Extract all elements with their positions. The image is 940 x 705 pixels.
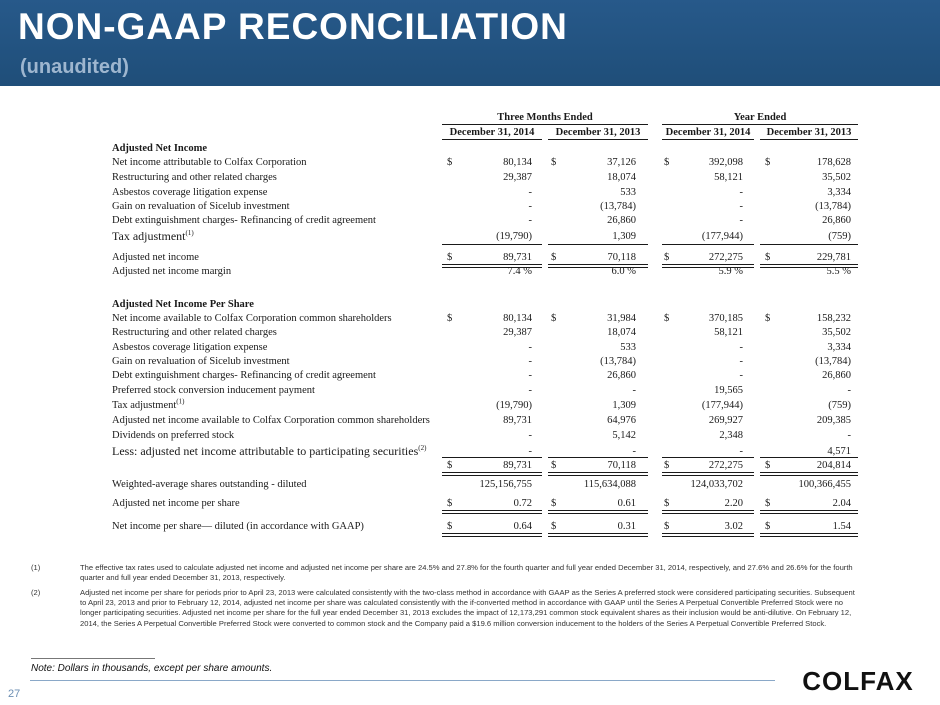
cell-value: 18,074 xyxy=(607,172,636,183)
cell-value: 1.54 xyxy=(832,521,851,532)
cell-value: - xyxy=(632,385,636,396)
cell-value: 31,984 xyxy=(607,313,636,324)
currency-symbol: $ xyxy=(551,157,557,168)
row-label xyxy=(112,200,290,213)
row-label-text: Less: adjusted net income attributable to participating securities xyxy=(112,444,419,458)
cell-value: 1,309 xyxy=(612,400,636,411)
cell-value: (13,784) xyxy=(600,356,636,367)
row-label-text: Tax adjustment xyxy=(112,229,186,243)
cell-value: 26,860 xyxy=(607,215,636,226)
header-rule xyxy=(548,139,648,140)
row-label xyxy=(112,384,315,397)
cell-value: - xyxy=(847,385,851,396)
cell-value: 115,634,088 xyxy=(583,479,636,490)
cell-value: 89,731 xyxy=(503,415,532,426)
row-label-text: Asbestos coverage litigation expense xyxy=(112,342,268,353)
cell-value: 0.64 xyxy=(513,521,532,532)
cell-value: 64,976 xyxy=(607,415,636,426)
cell-value: (177,944) xyxy=(701,231,743,242)
footnote-text: Adjusted net income per share for periods prior to April 23, 2013 were calculated consistently with the two-class method in accordance with GAAP as the Series A preferred stock were considered participating securities. Subsequent to April 23, 2013 and prior to February 12, 2014, adjusted net income per share was calculated consistently with the if-converted method in accordance with GAAP until the Series A Perpetual Convertible Preferred Stock were no longer participating securities. Adjusted net income per share for the full year ended December 31, 2013 excludes the impact of 12,173,291 common stock equivalent shares as their inclusion would be anti-dilutive. On February 12, 2014, the Series A Perpetual Convertible Preferred Stock were converted to common stock and the Company paid a $19.6 million conversion inducement to the holders of the Series A Perpetual Convertible Preferred Stock. xyxy=(80,588,855,628)
cell-value: - xyxy=(739,446,743,457)
cell-value: - xyxy=(528,385,532,396)
row-label xyxy=(112,429,234,442)
cell-value: 204,814 xyxy=(816,460,851,471)
row-label xyxy=(112,251,199,264)
cell-value: 178,628 xyxy=(816,157,851,168)
column-header: December 31, 2013 xyxy=(766,127,852,138)
row-label xyxy=(112,520,364,533)
section-title: Adjusted Net Income xyxy=(112,143,208,154)
cell-value: 6.0 % xyxy=(611,266,636,277)
cell-value: (19,790) xyxy=(496,231,532,242)
cell-value: - xyxy=(528,342,532,353)
row-label xyxy=(112,156,307,169)
column-header: December 31, 2014 xyxy=(449,127,535,138)
cell-value: 125,156,755 xyxy=(479,479,532,490)
currency-symbol: $ xyxy=(664,521,670,532)
row-label-text: Asbestos coverage litigation expense xyxy=(112,187,268,198)
currency-symbol: $ xyxy=(551,460,557,471)
double-underline xyxy=(442,472,542,476)
row-label-text: Debt extinguishment charges- Refinancing of credit agreement xyxy=(112,370,376,381)
footnote-number: (1) xyxy=(31,563,41,572)
double-underline xyxy=(548,472,648,476)
currency-symbol: $ xyxy=(765,313,771,324)
cell-value: 2.04 xyxy=(832,498,851,509)
page-number: 27 xyxy=(8,688,21,700)
currency-symbol: $ xyxy=(765,460,771,471)
currency-symbol: $ xyxy=(664,157,670,168)
cell-value: 209,385 xyxy=(816,415,851,426)
cell-value: 158,232 xyxy=(816,313,851,324)
subtotal-rule xyxy=(548,244,648,245)
cell-value: 2.20 xyxy=(724,498,743,509)
double-underline xyxy=(760,510,858,514)
column-group-three-months: Three Months Ended xyxy=(497,112,593,123)
currency-symbol: $ xyxy=(447,252,453,263)
currency-symbol: $ xyxy=(664,313,670,324)
subtotal-rule xyxy=(548,457,648,458)
cell-value: (19,790) xyxy=(496,400,532,411)
footer-divider xyxy=(30,680,775,681)
double-underline xyxy=(662,533,754,537)
cell-value: (759) xyxy=(828,400,851,411)
cell-value: 70,118 xyxy=(607,460,636,471)
currency-symbol: $ xyxy=(765,498,771,509)
cell-value: - xyxy=(739,370,743,381)
note-divider xyxy=(31,658,155,659)
currency-symbol: $ xyxy=(664,460,670,471)
row-label-text: Adjusted net income per share xyxy=(112,498,240,509)
cell-value: 4,571 xyxy=(827,446,851,457)
cell-value: - xyxy=(739,215,743,226)
cell-value: 80,134 xyxy=(503,157,532,168)
currency-symbol: $ xyxy=(447,498,453,509)
footnote-ref: (1) xyxy=(176,397,185,406)
double-underline xyxy=(548,510,648,514)
cell-value: - xyxy=(739,187,743,198)
row-label-text: Preferred stock conversion inducement payment xyxy=(112,385,315,396)
currency-symbol: $ xyxy=(447,313,453,324)
page-title: NON-GAAP RECONCILIATION xyxy=(18,6,568,47)
subtotal-rule xyxy=(442,457,542,458)
cell-value: - xyxy=(739,342,743,353)
cell-value: 1,309 xyxy=(612,231,636,242)
cell-value: 89,731 xyxy=(503,252,532,263)
cell-value: 272,275 xyxy=(708,252,743,263)
currency-symbol: $ xyxy=(551,521,557,532)
row-label-text: Gain on revaluation of Sicelub investment xyxy=(112,201,290,212)
cell-value: - xyxy=(528,370,532,381)
subtotal-rule xyxy=(442,244,542,245)
cell-value: 124,033,702 xyxy=(690,479,743,490)
page-subtitle: (unaudited) xyxy=(20,56,129,78)
cell-value: 272,275 xyxy=(708,460,743,471)
row-label xyxy=(112,326,277,339)
cell-value: - xyxy=(632,446,636,457)
row-label xyxy=(112,230,194,243)
cell-value: - xyxy=(528,187,532,198)
cell-value: 5.5 % xyxy=(826,266,851,277)
cell-value: 100,366,455 xyxy=(798,479,851,490)
section-title: Adjusted Net Income Per Share xyxy=(112,299,254,310)
cell-value: 70,118 xyxy=(607,252,636,263)
cell-value: 3,334 xyxy=(827,342,851,353)
cell-value: 29,387 xyxy=(503,172,532,183)
colfax-logo xyxy=(786,668,930,694)
row-label-text: Net income attributable to Colfax Corporation xyxy=(112,157,307,168)
footnote-number: (2) xyxy=(31,588,41,597)
row-label xyxy=(112,341,267,354)
cell-value: 533 xyxy=(620,187,636,198)
row-label xyxy=(112,186,267,199)
currency-symbol: $ xyxy=(765,521,771,532)
cell-value: 229,781 xyxy=(816,252,851,263)
cell-value: 7.4 % xyxy=(507,266,532,277)
subtotal-rule xyxy=(760,457,858,458)
cell-value: - xyxy=(739,201,743,212)
double-underline xyxy=(662,510,754,514)
cell-value: 392,098 xyxy=(708,157,743,168)
row-label xyxy=(112,478,307,491)
cell-value: 3.02 xyxy=(724,521,743,532)
row-label xyxy=(112,369,376,382)
currency-symbol: $ xyxy=(447,157,453,168)
cell-value: - xyxy=(528,215,532,226)
cell-value: 37,126 xyxy=(607,157,636,168)
footnote-ref: (2) xyxy=(418,444,427,452)
subtotal-rule xyxy=(760,244,858,245)
row-label xyxy=(112,399,184,412)
cell-value: 80,134 xyxy=(503,313,532,324)
column-header: December 31, 2014 xyxy=(665,127,751,138)
cell-value: 29,387 xyxy=(503,327,532,338)
row-label-text: Adjusted net income xyxy=(112,252,199,263)
cell-value: (13,784) xyxy=(600,201,636,212)
currency-symbol: $ xyxy=(551,313,557,324)
header-rule xyxy=(442,139,542,140)
row-label-text: Gain on revaluation of Sicelub investment xyxy=(112,356,290,367)
cell-value: 269,927 xyxy=(708,415,743,426)
currency-symbol: $ xyxy=(447,521,453,532)
row-label xyxy=(112,497,240,510)
row-label-text: Dividends on preferred stock xyxy=(112,430,235,441)
column-header: December 31, 2013 xyxy=(555,127,641,138)
cell-value: 18,074 xyxy=(607,327,636,338)
cell-value: - xyxy=(528,356,532,367)
row-label-text: Restructuring and other related charges xyxy=(112,327,277,338)
cell-value: 5,142 xyxy=(612,430,636,441)
column-group-year: Year Ended xyxy=(733,112,787,123)
cell-value: - xyxy=(847,430,851,441)
cell-value: 58,121 xyxy=(714,172,743,183)
row-label xyxy=(112,312,392,325)
cell-value: (759) xyxy=(828,231,851,242)
currency-symbol: $ xyxy=(551,252,557,263)
row-label-text: Adjusted net income available to Colfax Corporation common shareholders xyxy=(112,415,430,426)
currency-symbol: $ xyxy=(664,498,670,509)
cell-value: 26,860 xyxy=(822,215,851,226)
cell-value: 26,860 xyxy=(607,370,636,381)
cell-value: 35,502 xyxy=(822,172,851,183)
subtotal-rule xyxy=(662,244,754,245)
row-label-text: Net income per share— diluted (in accordance with GAAP) xyxy=(112,521,364,532)
cell-value: 5.9 % xyxy=(718,266,743,277)
cell-value: 2,348 xyxy=(719,430,743,441)
cell-value: 0.72 xyxy=(513,498,532,509)
row-label-text: Tax adjustment xyxy=(112,400,177,411)
footnote-note: Note: Dollars in thousands, except per share amounts. xyxy=(31,663,273,674)
double-underline xyxy=(442,533,542,537)
group-rule xyxy=(442,124,648,125)
cell-value: - xyxy=(739,356,743,367)
row-label-text: Adjusted net income margin xyxy=(112,266,232,277)
row-label xyxy=(112,265,231,278)
cell-value: 26,860 xyxy=(822,370,851,381)
row-label-text: Net income available to Colfax Corporation common shareholders xyxy=(112,313,392,324)
footnote-ref: (1) xyxy=(185,229,194,237)
cell-value: 19,565 xyxy=(714,385,743,396)
row-label-text: Restructuring and other related charges xyxy=(112,172,277,183)
cell-value: 89,731 xyxy=(503,460,532,471)
row-label xyxy=(112,214,376,227)
double-underline xyxy=(442,510,542,514)
currency-symbol: $ xyxy=(765,252,771,263)
cell-value: 58,121 xyxy=(714,327,743,338)
row-label-text: Weighted-average shares outstanding - diluted xyxy=(112,479,307,490)
double-underline xyxy=(760,472,858,476)
row-label xyxy=(112,355,290,368)
cell-value: 533 xyxy=(620,342,636,353)
cell-value: - xyxy=(528,201,532,212)
currency-symbol: $ xyxy=(551,498,557,509)
currency-symbol: $ xyxy=(664,252,670,263)
cell-value: 370,185 xyxy=(708,313,743,324)
double-underline xyxy=(548,533,648,537)
cell-value: 3,334 xyxy=(827,187,851,198)
footnote-text: The effective tax rates used to calculate adjusted net income and adjusted net income per share are 24.5% and 27.8% for the fourth quarter and full year ended December 31, 2014, respectively, and 27.6% and 26.6% for the fourth quarter and full year ended December 31, 2013, respectively. xyxy=(80,563,853,583)
double-underline xyxy=(662,472,754,476)
cell-value: (177,944) xyxy=(701,400,743,411)
cell-value: (13,784) xyxy=(815,201,851,212)
logo-text: COLFAX xyxy=(802,668,914,694)
header-rule xyxy=(760,139,858,140)
row-label xyxy=(112,414,430,427)
subtotal-rule xyxy=(662,457,754,458)
cell-value: 0.61 xyxy=(617,498,636,509)
cell-value: - xyxy=(528,446,532,457)
cell-value: (13,784) xyxy=(815,356,851,367)
cell-value: 0.31 xyxy=(617,521,636,532)
header-rule xyxy=(662,139,754,140)
cell-value: 35,502 xyxy=(822,327,851,338)
group-rule xyxy=(662,124,858,125)
double-underline xyxy=(760,533,858,537)
currency-symbol: $ xyxy=(765,157,771,168)
row-label xyxy=(112,171,277,184)
row-label xyxy=(112,445,426,458)
cell-value: - xyxy=(528,430,532,441)
currency-symbol: $ xyxy=(447,460,453,471)
row-label-text: Debt extinguishment charges- Refinancing of credit agreement xyxy=(112,215,376,226)
